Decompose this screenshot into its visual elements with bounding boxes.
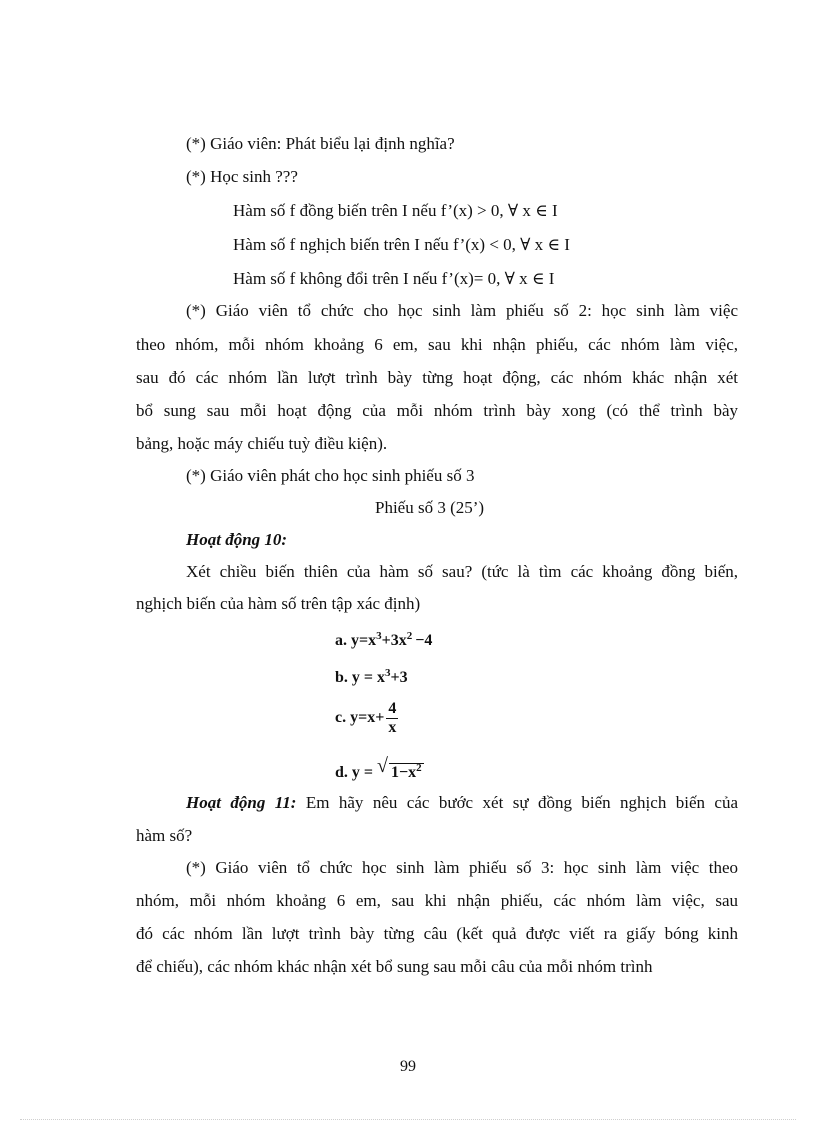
paragraph-3-line-2: nhóm, mỗi nhóm khoảng 6 em, sau khi nhận phiếu, các nhóm làm việc, sau <box>136 891 738 910</box>
paragraph-1-line-4: bổ sung sau mỗi hoạt động của mỗi nhóm trình bày xong (có thể trình bày <box>136 401 738 420</box>
square-root: √ $1-x^2$ <box>377 755 422 781</box>
fraction: $\frac{4}{x}$ <box>388 700 397 736</box>
teacher-hands-out: (*) Giáo viên phát cho học sinh phiếu số 3 <box>186 466 475 485</box>
paragraph-1-line-3: sau đó các nhóm lần lượt trình bày từng hoạt động, các nhóm khác nhận xét <box>136 368 738 387</box>
paragraph-3-line-3: đó các nhóm lần lượt trình bày từng câu (kết quả được viết ra giấy bóng kinh <box>136 924 738 943</box>
paragraph-3-line-1: (*) Giáo viên tổ chức học sinh làm phiếu số 3: học sinh làm việc theo <box>186 858 738 877</box>
formula-d: d. y = √ $1-x^2$ <box>335 757 424 784</box>
paragraph-1-line-5: bảng, hoặc máy chiếu tuỳ điều kiện). <box>136 434 388 453</box>
formula-a: a. $y=x^3+3x^2 -4$ <box>335 630 433 649</box>
definition-increasing: Hàm số f đồng biến trên I nếu f’(x) > 0, ∀ x ∈ I <box>233 201 558 220</box>
activity-10-text-line-1: Xét chiều biến thiên của hàm số sau? (tức là tìm các khoảng đồng biến, <box>186 562 738 581</box>
activity-11-line-1: Hoạt động 11: Em hãy nêu các bước xét sự đồng biến nghịch biến của <box>186 793 738 812</box>
activity-11-line-2: hàm số? <box>136 826 193 845</box>
activity-10-text-line-2: nghịch biến của hàm số trên tập xác định) <box>136 594 421 613</box>
page-bottom-divider <box>20 1119 796 1120</box>
formula-b: b. $y = x^3+3$ <box>335 667 408 686</box>
formula-c: c. y=x+ $\frac{4}{x}$ <box>335 700 397 736</box>
paragraph-1-line-1: (*) Giáo viên tổ chức cho học sinh làm phiếu số 2: học sinh làm việc <box>186 301 738 320</box>
activity-10-heading: Hoạt động 10: <box>186 530 288 549</box>
paragraph-1-line-2: theo nhóm, mỗi nhóm khoảng 6 em, sau khi nhận phiếu, các nhóm làm việc, <box>136 335 738 354</box>
student-answer-label: (*) Học sinh ??? <box>186 167 298 186</box>
page-number: 99 <box>400 1058 416 1075</box>
teacher-question: (*) Giáo viên: Phát biểu lại định nghĩa? <box>186 134 455 153</box>
definition-constant: Hàm số f không đổi trên I nếu f’(x)= 0, ∀ x ∈ I <box>233 269 555 288</box>
worksheet-title: Phiếu số 3 (25’) <box>375 498 485 517</box>
definition-decreasing: Hàm số f nghịch biến trên I nếu f’(x) < 0, ∀ x ∈ I <box>233 235 570 254</box>
paragraph-3-line-4: để chiếu), các nhóm khác nhận xét bổ sung sau mỗi câu của mỗi nhóm trình <box>136 957 653 976</box>
